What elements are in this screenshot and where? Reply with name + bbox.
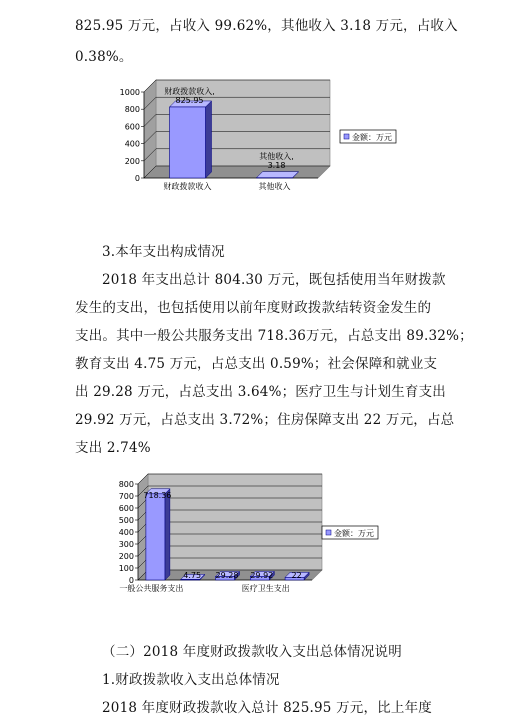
legend-label: 金额：万元 [334, 529, 374, 538]
y-tick-label: 800 [124, 105, 140, 115]
heading-expenditure: 3.本年支出构成情况 [102, 244, 225, 260]
y-tick-label: 1000 [119, 88, 140, 97]
x-tick-label: 医疗卫生支出 [241, 584, 290, 593]
data-label: 29.28 [215, 571, 239, 580]
y-tick-label: 300 [118, 540, 134, 549]
para-income-line2: 0.38%。 [75, 49, 133, 65]
legend-swatch [326, 530, 331, 535]
bar [170, 107, 206, 178]
y-tick-label: 200 [118, 552, 134, 561]
y-tick-label: 800 [118, 480, 134, 489]
x-tick-label: 财政拨款收入 [163, 182, 212, 191]
data-label: 其他收入, [259, 152, 294, 161]
y-tick-label: 400 [124, 139, 140, 149]
y-tick-label: 500 [118, 516, 134, 525]
data-label: 718.36 [143, 490, 172, 500]
section-heading-2: （二）2018 年度财政拨款收入支出总体情况说明 [102, 644, 402, 660]
expenditure-chart [108, 470, 420, 598]
y-tick-label: 600 [124, 122, 140, 132]
para-expenditure-line1: 2018 年支出总计 804.30 万元，既包括使用当年财拨款 [102, 272, 446, 288]
y-tick-label: 0 [134, 174, 140, 183]
income-chart-svg [100, 78, 420, 196]
y-tick-label: 400 [118, 528, 134, 537]
data-label: 22 [291, 571, 302, 580]
y-tick-label: 100 [118, 564, 134, 573]
bar-top [257, 172, 299, 178]
expenditure-chart-svg [108, 470, 420, 598]
x-tick-label: 一般公共服务支出 [119, 584, 184, 593]
para-fiscal-line1: 2018 年度财政拨款收入总计 825.95 万元，比上年度 [102, 700, 432, 716]
legend-label: 金额：万元 [352, 133, 392, 142]
para-expenditure-line7: 支出 2.74% [75, 440, 151, 456]
bar [146, 494, 165, 580]
para-expenditure-line5: 出 29.28 万元，占总支出 3.64%；医疗卫生与计划生育支出 [75, 384, 447, 400]
heading-fiscal-overall: 1.财政拨款收入支出总体情况 [102, 672, 280, 688]
plot-side-wall [144, 80, 156, 178]
bar-side [206, 101, 212, 178]
para-income-line1: 825.95 万元，占收入 99.62%，其他收入 3.18 万元，占收入 [75, 18, 458, 34]
y-tick-label: 700 [118, 492, 134, 501]
para-expenditure-line2: 发生的支出，也包括使用以前年度财政拨款结转资金发生的 [75, 300, 432, 316]
income-chart [100, 78, 420, 196]
data-label: 3.18 [267, 161, 286, 170]
data-label: 财政拨款收入, [164, 86, 215, 96]
data-label: 825.95 [175, 95, 204, 105]
bar-side [165, 489, 170, 580]
y-tick-label: 200 [124, 156, 140, 166]
x-tick-label: 其他收入 [258, 182, 291, 191]
para-expenditure-line4: 教育支出 4.75 万元，占总支出 0.59%；社会保障和就业支 [75, 356, 438, 372]
data-label: 29.92 [250, 571, 274, 580]
legend-swatch [344, 134, 349, 139]
para-expenditure-line6: 29.92 万元，占总支出 3.72%；住房保障支出 22 万元，占总 [75, 412, 455, 428]
para-expenditure-line3: 支出。其中一般公共服务支出 718.36万元，占总支出 89.32%； [75, 328, 473, 344]
data-label: 4.75 [183, 571, 202, 580]
y-tick-label: 600 [118, 504, 134, 513]
y-tick-label: 0 [128, 576, 134, 585]
